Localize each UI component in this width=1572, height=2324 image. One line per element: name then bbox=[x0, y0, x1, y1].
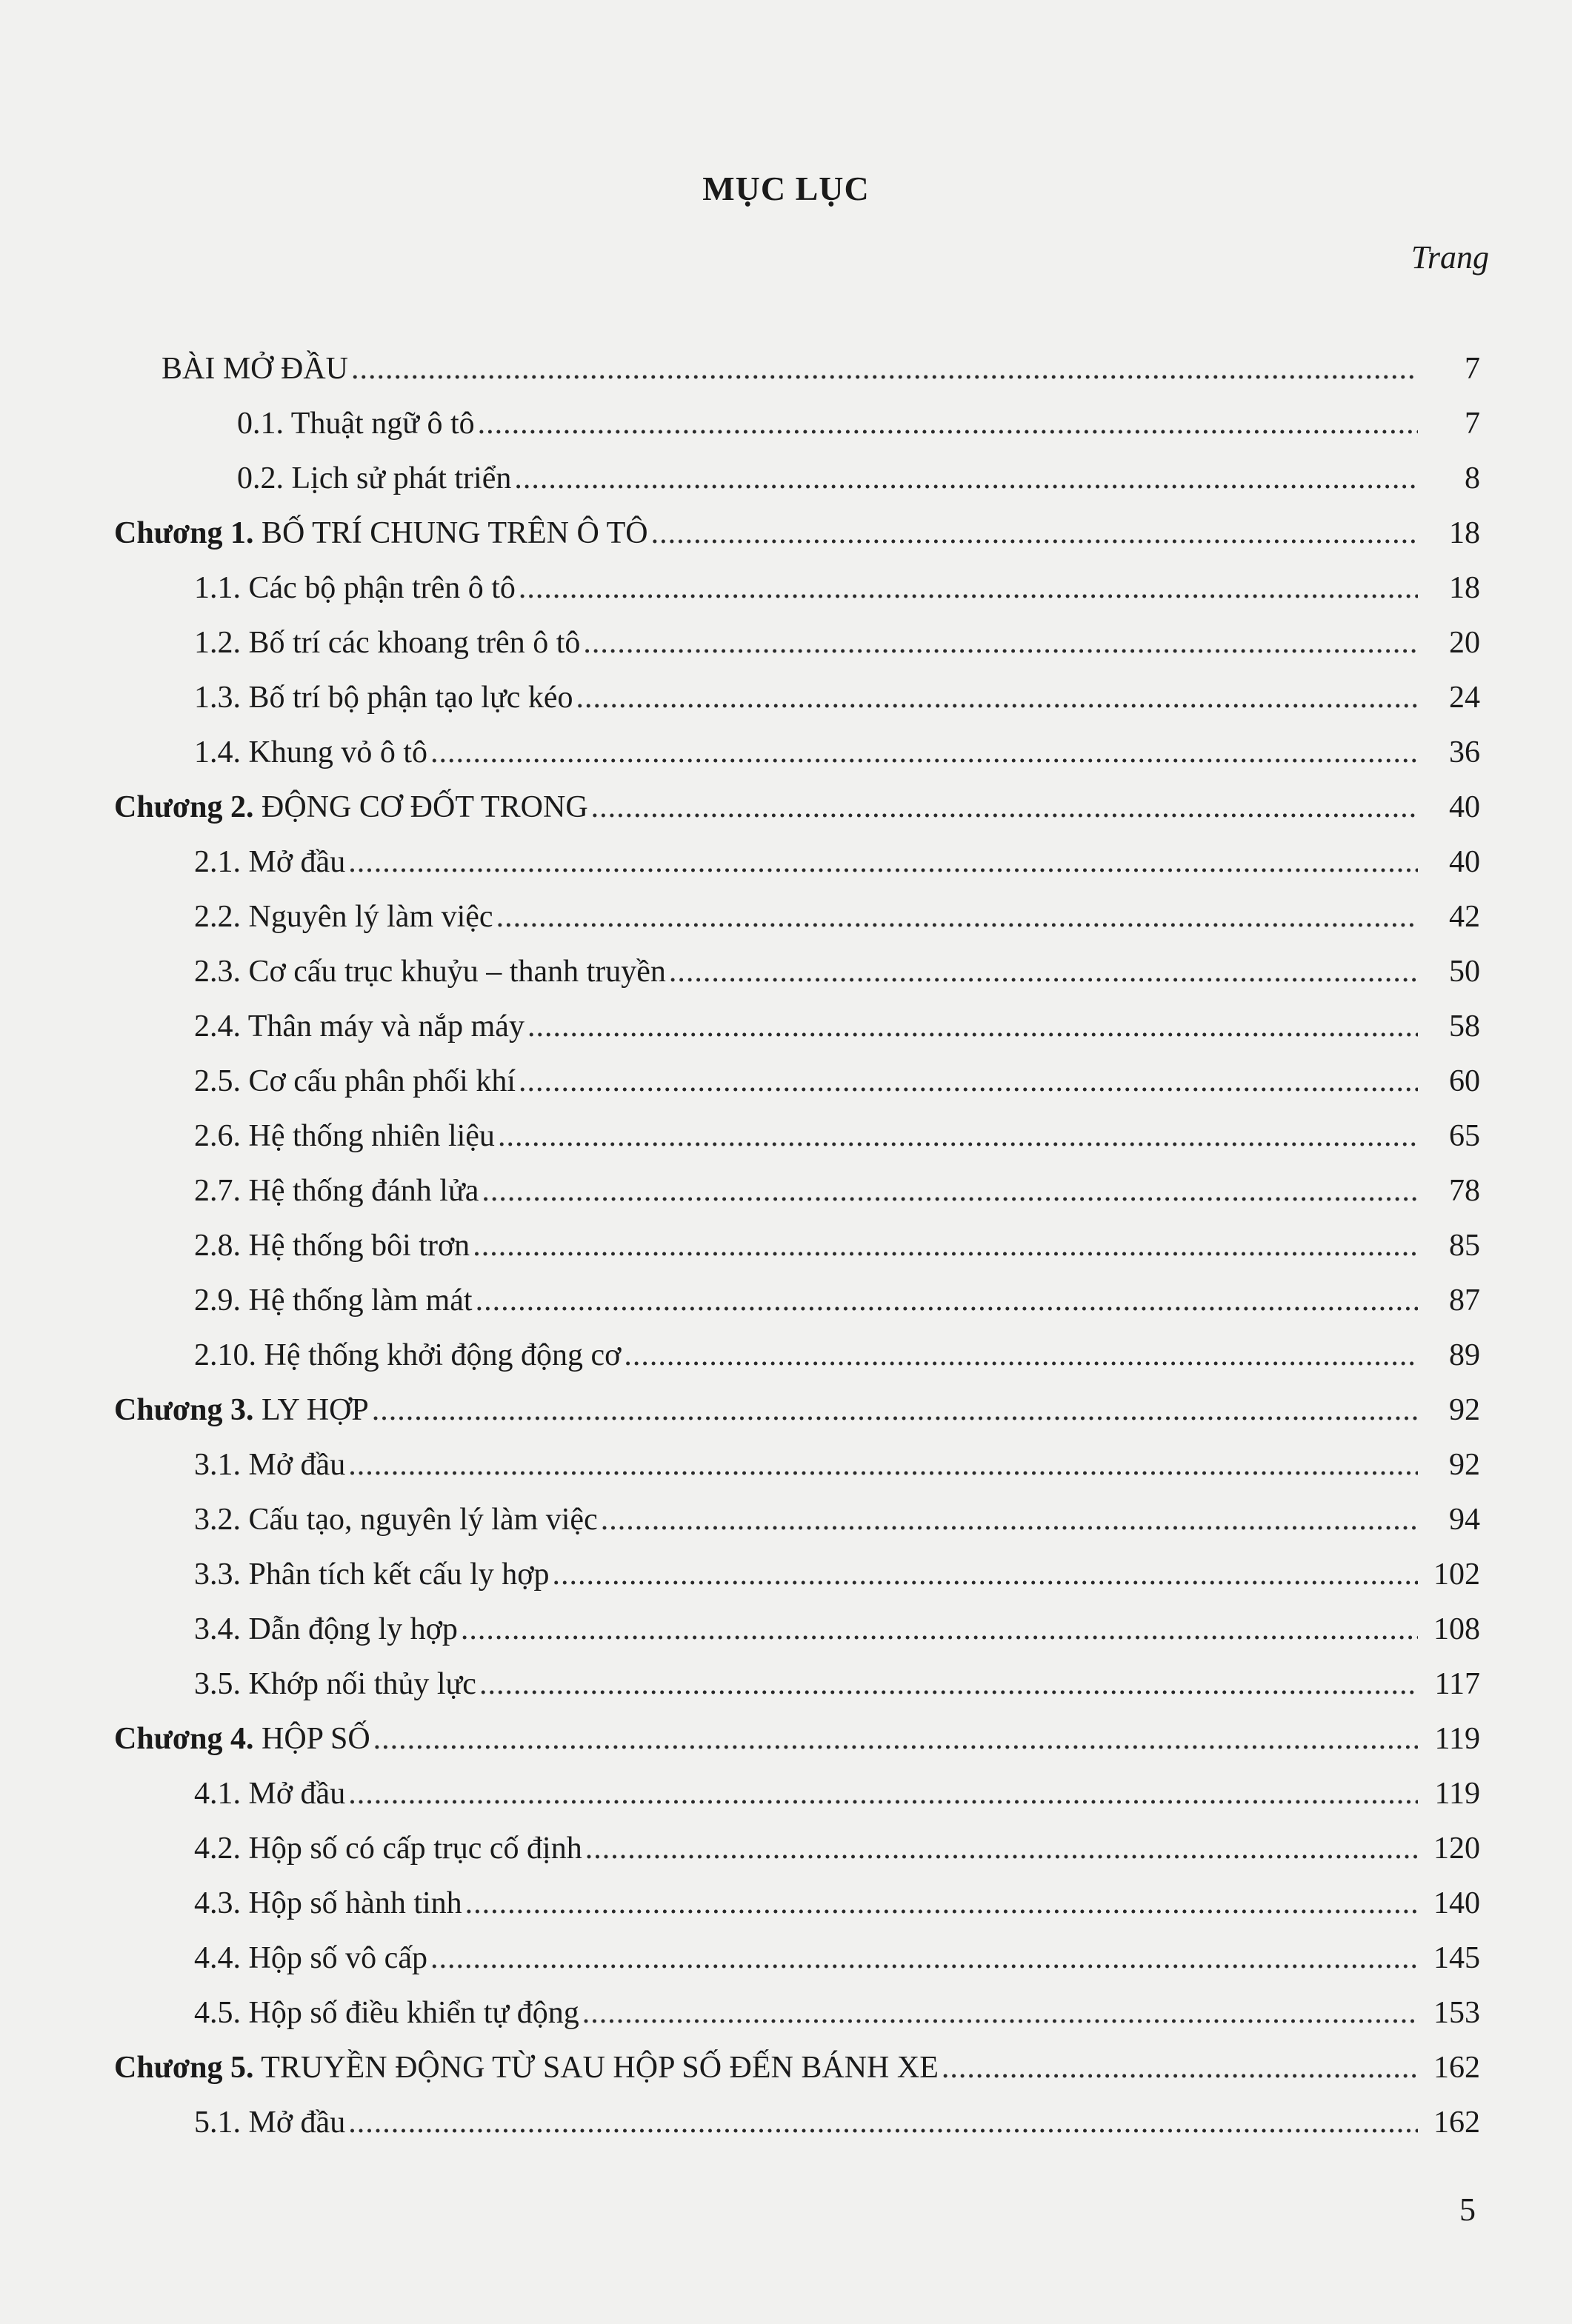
toc-entry-label bbox=[194, 1007, 527, 1046]
toc-entry-page: 145 bbox=[1433, 1941, 1480, 1975]
dot-leader bbox=[351, 350, 1418, 388]
entry-title: 3.4. Dẫn động ly hợp bbox=[194, 1612, 458, 1646]
toc-chapter-entry bbox=[0, 1703, 1572, 1758]
toc-entry-page: 85 bbox=[1449, 1229, 1480, 1263]
dot-leader bbox=[601, 1500, 1418, 1539]
toc-entry-label bbox=[194, 898, 496, 936]
dot-leader bbox=[552, 1555, 1418, 1594]
toc-entry bbox=[0, 1429, 1572, 1484]
entry-title: 2.2. Nguyên lý làm việc bbox=[194, 900, 493, 934]
toc-entry-label bbox=[114, 1391, 372, 1429]
toc-chapter-entry bbox=[0, 2032, 1572, 2087]
toc-entry bbox=[0, 1320, 1572, 1375]
entry-title: BỐ TRÍ CHUNG TRÊN Ô TÔ bbox=[253, 516, 648, 550]
dot-leader bbox=[476, 1281, 1418, 1320]
toc-entry-label bbox=[194, 1939, 430, 1977]
dot-leader bbox=[651, 514, 1418, 552]
dot-leader bbox=[582, 1994, 1418, 2032]
toc-entry bbox=[0, 991, 1572, 1046]
toc-entry bbox=[0, 1539, 1572, 1594]
dot-leader bbox=[479, 1665, 1418, 1703]
toc-entry-label bbox=[237, 459, 514, 498]
dot-leader bbox=[624, 1336, 1418, 1375]
entry-title: 4.4. Hộp số vô cấp bbox=[194, 1941, 427, 1975]
toc-entry-label bbox=[237, 404, 478, 443]
toc-entry-page: 162 bbox=[1433, 2051, 1480, 2085]
toc-entry-label bbox=[194, 1446, 348, 1484]
toc-entry-label bbox=[194, 952, 669, 991]
chapter-prefix: Chương 1. bbox=[114, 516, 254, 550]
entry-title: 3.3. Phân tích kết cấu ly hợp bbox=[194, 1557, 550, 1592]
toc-entry-page: 20 bbox=[1449, 626, 1480, 660]
toc-entry-label bbox=[194, 1610, 461, 1649]
toc-entry-page: 42 bbox=[1449, 900, 1480, 934]
toc-entry-label bbox=[194, 1500, 601, 1539]
toc-entry-label bbox=[194, 2103, 348, 2142]
toc-entry bbox=[0, 1210, 1572, 1265]
toc-chapter-entry bbox=[0, 1375, 1572, 1429]
entry-title: 1.2. Bố trí các khoang trên ô tô bbox=[194, 626, 581, 660]
toc-entry-label bbox=[161, 350, 351, 388]
dot-leader bbox=[461, 1610, 1418, 1649]
dot-leader bbox=[372, 1391, 1418, 1429]
entry-title: 2.4. Thân máy và nắp máy bbox=[194, 1009, 524, 1044]
toc-entry-label bbox=[194, 624, 583, 662]
toc-entry-page: 102 bbox=[1433, 1557, 1480, 1592]
toc-entry-label bbox=[114, 1720, 373, 1758]
toc-entry bbox=[0, 1046, 1572, 1101]
toc-entry bbox=[0, 881, 1572, 936]
entry-title: 4.5. Hộp số điều khiển tự động bbox=[194, 1996, 579, 2030]
toc-entry-page: 7 bbox=[1465, 407, 1480, 441]
toc-entry bbox=[0, 827, 1572, 881]
toc-entry bbox=[0, 388, 1572, 443]
toc-entry bbox=[0, 1594, 1572, 1649]
toc-entry-label bbox=[194, 1665, 479, 1703]
entry-title: 1.1. Các bộ phận trên ô tô bbox=[194, 571, 516, 605]
toc-entry-page: 58 bbox=[1449, 1009, 1480, 1044]
page-number: 5 bbox=[1459, 2191, 1476, 2228]
dot-leader bbox=[348, 1446, 1418, 1484]
dot-leader bbox=[473, 1226, 1418, 1265]
toc-entry-page: 40 bbox=[1449, 790, 1480, 824]
toc-entry bbox=[0, 2087, 1572, 2142]
chapter-prefix: Chương 3. bbox=[114, 1393, 254, 1427]
toc-entry-label bbox=[194, 1062, 519, 1101]
toc-entry-page: 18 bbox=[1449, 516, 1480, 550]
toc-entry-page: 18 bbox=[1449, 571, 1480, 605]
dot-leader bbox=[576, 678, 1418, 717]
entry-title: 4.1. Mở đầu bbox=[194, 1777, 346, 1811]
entry-title: 2.10. Hệ thống khởi động động cơ bbox=[194, 1338, 622, 1372]
toc-entry-page: 24 bbox=[1449, 681, 1480, 715]
dot-leader bbox=[583, 624, 1418, 662]
toc-entry bbox=[0, 1977, 1572, 2032]
toc-entry-page: 94 bbox=[1449, 1503, 1480, 1537]
dot-leader bbox=[519, 569, 1418, 607]
toc-entry bbox=[0, 1265, 1572, 1320]
table-of-contents bbox=[0, 333, 1572, 2142]
dot-leader bbox=[498, 1117, 1418, 1155]
toc-entry-page: 40 bbox=[1449, 845, 1480, 879]
toc-entry-page: 119 bbox=[1434, 1722, 1480, 1756]
toc-entry-page: 140 bbox=[1433, 1886, 1480, 1920]
toc-entry bbox=[0, 552, 1572, 607]
entry-title: 3.2. Cấu tạo, nguyên lý làm việc bbox=[194, 1503, 598, 1537]
dot-leader bbox=[514, 459, 1418, 498]
toc-entry-page: 50 bbox=[1449, 955, 1480, 989]
toc-entry bbox=[0, 1758, 1572, 1813]
toc-entry-label bbox=[194, 1994, 582, 2032]
toc-entry-label bbox=[194, 733, 430, 772]
toc-entry-label bbox=[194, 1555, 552, 1594]
toc-entry-label bbox=[194, 1226, 473, 1265]
toc-entry-page: 60 bbox=[1449, 1064, 1480, 1098]
dot-leader bbox=[348, 1774, 1418, 1813]
toc-entry-label bbox=[194, 678, 576, 717]
toc-chapter-entry bbox=[0, 498, 1572, 552]
toc-entry-page: 87 bbox=[1449, 1283, 1480, 1318]
toc-entry-label bbox=[194, 569, 519, 607]
toc-entry-page: 119 bbox=[1434, 1777, 1480, 1811]
dot-leader bbox=[430, 733, 1418, 772]
toc-entry bbox=[0, 1813, 1572, 1868]
toc-entry-label bbox=[194, 1336, 624, 1375]
toc-entry bbox=[0, 662, 1572, 717]
dot-leader bbox=[482, 1172, 1418, 1210]
toc-entry bbox=[0, 1101, 1572, 1155]
entry-title: 2.7. Hệ thống đánh lửa bbox=[194, 1174, 479, 1208]
dot-leader bbox=[519, 1062, 1418, 1101]
toc-entry-label bbox=[194, 1829, 585, 1868]
toc-entry-page: 108 bbox=[1433, 1612, 1480, 1646]
dot-leader bbox=[478, 404, 1418, 443]
dot-leader bbox=[348, 843, 1418, 881]
entry-title: 1.3. Bố trí bộ phận tạo lực kéo bbox=[194, 681, 573, 715]
toc-entry-page: 120 bbox=[1433, 1832, 1480, 1866]
toc-entry bbox=[0, 717, 1572, 772]
toc-entry-label bbox=[194, 1281, 476, 1320]
dot-leader bbox=[591, 788, 1418, 827]
page-column-header: Trang bbox=[1411, 239, 1489, 276]
entry-title: TRUYỀN ĐỘNG TỪ SAU HỘP SỐ ĐẾN BÁNH XE bbox=[253, 2051, 939, 2085]
toc-chapter-entry bbox=[0, 772, 1572, 827]
dot-leader bbox=[430, 1939, 1418, 1977]
toc-entry-label bbox=[194, 1117, 498, 1155]
toc-entry-page: 153 bbox=[1433, 1996, 1480, 2030]
toc-entry-page: 36 bbox=[1449, 735, 1480, 769]
toc-entry-label bbox=[194, 843, 348, 881]
dot-leader bbox=[585, 1829, 1418, 1868]
toc-entry-page: 89 bbox=[1449, 1338, 1480, 1372]
entry-title: 2.9. Hệ thống làm mát bbox=[194, 1283, 473, 1318]
entry-title: HỘP SỐ bbox=[253, 1722, 370, 1756]
toc-entry bbox=[0, 1649, 1572, 1703]
entry-title: 4.2. Hộp số có cấp trục cố định bbox=[194, 1832, 582, 1866]
entry-title: 3.5. Khớp nối thủy lực bbox=[194, 1667, 476, 1701]
toc-entry-page: 65 bbox=[1449, 1119, 1480, 1153]
entry-title: 1.4. Khung vỏ ô tô bbox=[194, 735, 427, 769]
toc-entry-page: 92 bbox=[1449, 1448, 1480, 1482]
toc-entry-label bbox=[114, 2048, 942, 2087]
toc-entry-label bbox=[194, 1884, 465, 1923]
entry-title: 0.2. Lịch sử phát triển bbox=[237, 461, 512, 495]
toc-entry bbox=[0, 607, 1572, 662]
toc-entry bbox=[0, 1484, 1572, 1539]
toc-entry-label bbox=[194, 1172, 482, 1210]
toc-entry bbox=[0, 333, 1572, 388]
toc-entry-page: 78 bbox=[1449, 1174, 1480, 1208]
dot-leader bbox=[465, 1884, 1418, 1923]
toc-entry-page: 92 bbox=[1449, 1393, 1480, 1427]
toc-entry-page: 7 bbox=[1465, 352, 1480, 386]
toc-entry-page: 162 bbox=[1433, 2106, 1480, 2140]
toc-entry-page: 8 bbox=[1465, 461, 1480, 495]
toc-entry bbox=[0, 443, 1572, 498]
toc-entry bbox=[0, 1923, 1572, 1977]
entry-title: 4.3. Hộp số hành tinh bbox=[194, 1886, 462, 1920]
toc-entry-label bbox=[194, 1774, 348, 1813]
toc-entry bbox=[0, 936, 1572, 991]
entry-title: 3.1. Mở đầu bbox=[194, 1448, 346, 1482]
entry-title: ĐỘNG CƠ ĐỐT TRONG bbox=[253, 790, 588, 824]
toc-title: MỤC LỤC bbox=[702, 170, 870, 207]
toc-entry-page: 117 bbox=[1434, 1667, 1480, 1701]
entry-title: BÀI MỞ ĐẦU bbox=[161, 352, 348, 386]
toc-entry bbox=[0, 1155, 1572, 1210]
toc-entry-label bbox=[114, 514, 651, 552]
dot-leader bbox=[669, 952, 1418, 991]
entry-title: 2.5. Cơ cấu phân phối khí bbox=[194, 1064, 516, 1098]
dot-leader bbox=[373, 1720, 1418, 1758]
entry-title: 2.8. Hệ thống bôi trơn bbox=[194, 1229, 470, 1263]
chapter-prefix: Chương 5. bbox=[114, 2051, 254, 2085]
chapter-prefix: Chương 2. bbox=[114, 790, 254, 824]
entry-title: 2.1. Mở đầu bbox=[194, 845, 346, 879]
entry-title: 0.1. Thuật ngữ ô tô bbox=[237, 407, 475, 441]
entry-title: 5.1. Mở đầu bbox=[194, 2106, 346, 2140]
dot-leader bbox=[527, 1007, 1418, 1046]
dot-leader bbox=[348, 2103, 1418, 2142]
dot-leader bbox=[496, 898, 1418, 936]
entry-title: 2.3. Cơ cấu trục khuỷu – thanh truyền bbox=[194, 955, 666, 989]
chapter-prefix: Chương 4. bbox=[114, 1722, 254, 1756]
entry-title: 2.6. Hệ thống nhiên liệu bbox=[194, 1119, 495, 1153]
toc-entry bbox=[0, 1868, 1572, 1923]
entry-title: LY HỢP bbox=[253, 1393, 369, 1427]
dot-leader bbox=[942, 2048, 1418, 2087]
toc-entry-label bbox=[114, 788, 591, 827]
